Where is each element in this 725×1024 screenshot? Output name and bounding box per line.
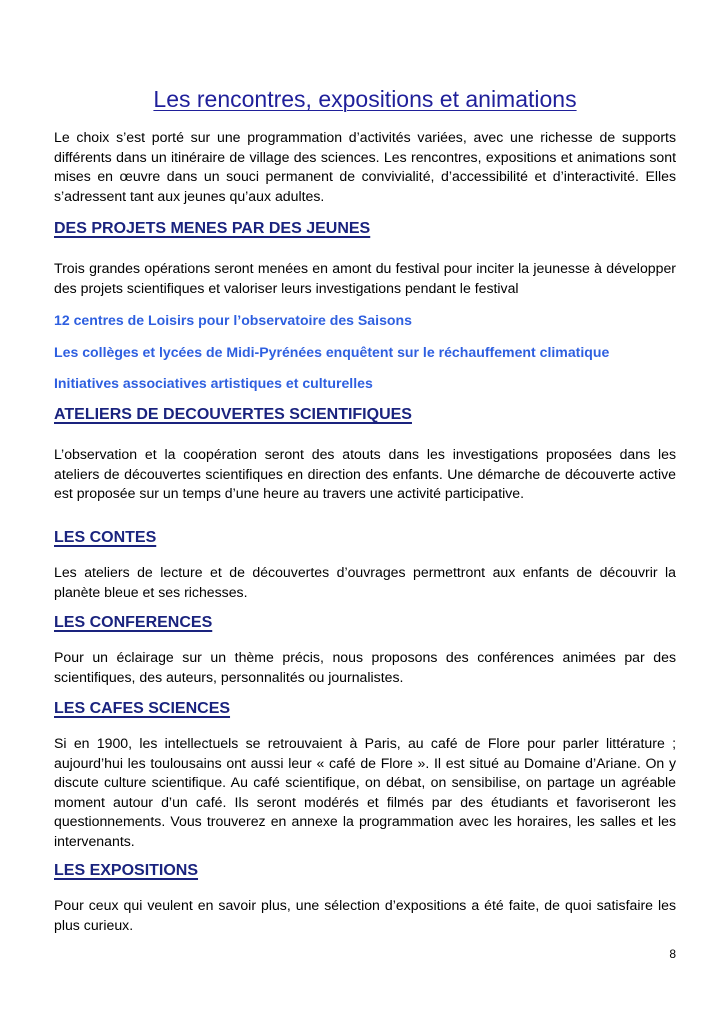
expositions-paragraph: Pour ceux qui veulent en savoir plus, une sélection d’expositions a été faite, de quoi satisfaire les plus curieux.	[54, 897, 676, 933]
projets-item-1: 12 centres de Loisirs pour l’observatoire des Saisons	[54, 312, 412, 328]
contes-paragraph: Les ateliers de lecture et de découvertes d’ouvrages permettront aux enfants de découvrir la planète bleue et ses richesses.	[54, 564, 676, 600]
projets-item-3: Initiatives associatives artistiques et culturelles	[54, 375, 373, 391]
cafes-paragraph: Si en 1900, les intellectuels se retrouvaient à Paris, au café de Flore pour parler littérature ; aujourd’hui les toulousains ont aussi leur « café de Flore ». Il est situé au Domaine d’Ariane. On y discute culture scientifique. Au café scientifique, on débat, on sensibilise, on partage un agréable moment autour d’un café. Ils seront modérés et filmés par des étudiants et favoriseront les questionnements. Vous trouverez en annexe la programmation avec les horaires, les salles et les intervenants.	[54, 735, 676, 849]
projets-paragraph: Trois grandes opérations seront menées en amont du festival pour inciter la jeunesse à développer des projets scientifiques et valoriser leurs investigations pendant le festival	[54, 260, 676, 296]
page-title: Les rencontres, expositions et animations	[153, 86, 577, 112]
ateliers-paragraph: L’observation et la coopération seront des atouts dans les investigations proposées dans les ateliers de découvertes scientifiques en direction des enfants. Une démarche de découverte active est proposée sur un temps d’une heure au travers une activité participative.	[54, 446, 676, 502]
document-page	[54, 0, 676, 1024]
heading-cafes: LES CAFES SCIENCES	[54, 700, 231, 717]
heading-ateliers: ATELIERS DE DECOUVERTES SCIENTIFIQUES	[54, 406, 412, 423]
projets-item-2: Les collèges et lycées de Midi-Pyrénées enquêtent sur le réchauffement climatique	[54, 344, 610, 360]
heading-contes: LES CONTES	[54, 529, 157, 546]
page-number: 8	[669, 947, 676, 961]
heading-conferences: LES CONFERENCES	[54, 614, 213, 631]
heading-expositions: LES EXPOSITIONS	[54, 862, 199, 879]
conferences-paragraph: Pour un éclairage sur un thème précis, nous proposons des conférences animées par des scientifiques, des auteurs, personnalités ou journalistes.	[54, 649, 676, 685]
intro-paragraph: Le choix s’est porté sur une programmation d’activités variées, avec une richesse de supports différents dans un itinéraire de village des sciences. Les rencontres, expositions et animations sont mises en œuvre dans un souci permanent de convivialité, d’accessibilité et d’interactivité. Elles s’adressent tant aux jeunes qu’aux adultes.	[54, 129, 676, 204]
heading-projets: DES PROJETS MENES PAR DES JEUNES	[54, 220, 371, 237]
